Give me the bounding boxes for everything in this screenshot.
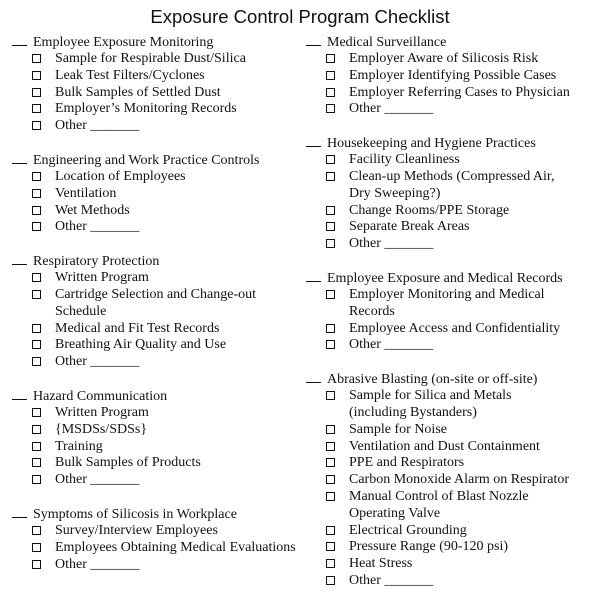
- checklist-item-label: [55, 472, 139, 489]
- item-label-line: Other _______: [55, 118, 140, 134]
- section-heading-text: Abrasive Blasting (on-site or off-site): [327, 372, 538, 388]
- checklist-item-label: [55, 186, 116, 203]
- checklist-item-label: [349, 152, 460, 169]
- checklist-item[interactable]: [326, 101, 596, 118]
- checklist-item-label: [349, 337, 433, 354]
- item-label-line: Clean-up Methods (Compressed Air,: [349, 168, 555, 184]
- item-label-line: Cartridge Selection and Change-out: [55, 286, 256, 302]
- section-housekeeping-and-hygiene-practices: [306, 135, 596, 253]
- checklist-item-label: [55, 270, 149, 287]
- checklist-item-label: [55, 422, 147, 439]
- item-label-line: Bulk Samples of Settled Dust: [55, 84, 221, 100]
- checkbox-icon[interactable]: [32, 104, 41, 113]
- item-label-line: Manual Control of Blast Nozzle: [349, 488, 529, 504]
- checklist-item-label: [55, 439, 103, 456]
- checkbox-icon[interactable]: [32, 526, 41, 535]
- checklist-items: [326, 152, 596, 253]
- checklist-items: [32, 523, 302, 573]
- item-label-line: Bulk Samples of Products: [55, 455, 201, 471]
- checklist-item[interactable]: [32, 337, 302, 354]
- checkbox-icon[interactable]: [32, 408, 41, 417]
- item-label-line: Employees Obtaining Medical Evaluations: [55, 539, 296, 555]
- item-label-line: Employer’s Monitoring Records: [55, 101, 237, 117]
- checklist-item-label: [349, 169, 555, 203]
- item-label-line: Sample for Silica and Metals: [349, 388, 512, 404]
- checklist-item-label: [349, 455, 464, 472]
- checklist-item[interactable]: [32, 68, 302, 85]
- checkbox-icon[interactable]: [326, 172, 335, 181]
- item-label-line: Breathing Air Quality and Use: [55, 337, 227, 353]
- checklist-item-label: [349, 85, 570, 102]
- checklist-item-label: [349, 556, 412, 573]
- item-label-line: Other _______: [349, 337, 434, 353]
- checklist-item-label: [349, 219, 470, 236]
- checklist-item[interactable]: [326, 219, 596, 236]
- checkbox-icon[interactable]: [32, 543, 41, 552]
- checkbox-icon[interactable]: [32, 458, 41, 467]
- checklist-item[interactable]: [32, 405, 302, 422]
- section-heading: [306, 270, 596, 287]
- checkbox-icon[interactable]: [32, 273, 41, 282]
- checklist-item[interactable]: [32, 51, 302, 68]
- checklist-item[interactable]: [326, 169, 596, 203]
- item-label-line: Other _______: [349, 101, 434, 117]
- section-check-blank[interactable]: [12, 152, 27, 164]
- item-label-line: Pressure Range (90-120 psi): [349, 539, 509, 555]
- section-heading: [12, 152, 302, 169]
- checkbox-icon[interactable]: [32, 475, 41, 484]
- checklist-item-label: [55, 557, 139, 574]
- checkbox-icon[interactable]: [326, 391, 335, 400]
- section-check-blank[interactable]: [12, 506, 27, 518]
- checkbox-icon[interactable]: [326, 542, 335, 551]
- section-check-blank[interactable]: [306, 34, 321, 46]
- checklist-items: [326, 388, 596, 590]
- item-label-line: Employer Identifying Possible Cases: [349, 67, 557, 83]
- section-heading-text: Employee Exposure and Medical Records: [327, 270, 563, 286]
- checklist-item-label: [349, 439, 540, 456]
- item-label-line: Employer Aware of Silicosis Risk: [349, 51, 539, 66]
- item-label-line: Written Program: [55, 270, 149, 286]
- checklist-item-label: [349, 321, 560, 338]
- checklist-item[interactable]: [326, 439, 596, 456]
- section-check-blank[interactable]: [306, 371, 321, 383]
- checklist-item[interactable]: [32, 287, 302, 321]
- item-label-line: Employer Referring Cases to Physician: [349, 84, 570, 100]
- section-heading: [12, 506, 302, 523]
- section-heading: [12, 34, 302, 51]
- item-label-line-2: Records: [349, 303, 395, 319]
- item-label-line: Ventilation and Dust Containment: [349, 438, 540, 454]
- item-label-line: Other _______: [55, 472, 140, 488]
- checklist-item-label: [55, 118, 139, 135]
- section-heading: [12, 388, 302, 405]
- section-heading: [12, 253, 302, 270]
- checklist-item-label: [55, 68, 205, 85]
- checkbox-icon[interactable]: [326, 239, 335, 248]
- item-label-line: PPE and Respirators: [349, 455, 465, 471]
- checklist-item-label: [55, 203, 130, 220]
- item-label-line-2: Dry Sweeping?): [349, 185, 441, 201]
- item-label-line: Written Program: [55, 404, 149, 420]
- checklist-items: [32, 51, 302, 135]
- checklist-item[interactable]: [32, 270, 302, 287]
- section-hazard-communication: [12, 388, 302, 489]
- checkbox-icon[interactable]: [326, 576, 335, 585]
- checklist-item[interactable]: [326, 489, 596, 523]
- checklist-item-label: [55, 219, 139, 236]
- item-label-line: Other _______: [349, 236, 434, 252]
- checkbox-icon[interactable]: [326, 88, 335, 97]
- checkbox-icon[interactable]: [326, 340, 335, 349]
- checklist-item[interactable]: [32, 422, 302, 439]
- right-column: [306, 34, 596, 590]
- checklist-item-label: [55, 51, 246, 68]
- item-label-line: Change Rooms/PPE Storage: [349, 202, 510, 218]
- section-employee-exposure-and-medical-records: [306, 270, 596, 354]
- checklist-item-label: [349, 523, 467, 540]
- checkbox-icon[interactable]: [32, 222, 41, 231]
- checkbox-icon[interactable]: [32, 425, 41, 434]
- checklist-item-label: [55, 101, 237, 118]
- checkbox-icon[interactable]: [326, 71, 335, 80]
- checklist-item-label: [55, 85, 221, 102]
- item-label-line: Sample for Respirable Dust/Silica: [55, 51, 246, 66]
- checklist-item-label: [55, 354, 139, 371]
- checkbox-icon[interactable]: [32, 189, 41, 198]
- checklist-item-label: [55, 337, 226, 354]
- checklist-item-label: [349, 489, 529, 523]
- checkbox-icon[interactable]: [32, 121, 41, 130]
- item-label-line-2: Operating Valve: [349, 505, 441, 521]
- checklist-item-label: [349, 68, 556, 85]
- checkbox-icon[interactable]: [326, 290, 335, 299]
- checkbox-icon[interactable]: [32, 442, 41, 451]
- checklist-items: [326, 287, 596, 354]
- checkbox-icon[interactable]: [326, 222, 335, 231]
- checkbox-icon[interactable]: [326, 559, 335, 568]
- checkbox-icon[interactable]: [32, 54, 41, 63]
- item-label-line: Other _______: [349, 572, 434, 588]
- section-check-blank[interactable]: [306, 270, 321, 282]
- section-heading: [306, 371, 596, 388]
- checklist-item[interactable]: [326, 85, 596, 102]
- checklist-item[interactable]: [32, 219, 302, 236]
- section-check-blank[interactable]: [306, 135, 321, 147]
- section-heading-text: Engineering and Work Practice Controls: [33, 152, 260, 168]
- checklist-item[interactable]: [32, 186, 302, 203]
- checkbox-icon[interactable]: [326, 104, 335, 113]
- checklist-item[interactable]: [326, 455, 596, 472]
- item-label-line: Separate Break Areas: [349, 219, 470, 235]
- item-label-line: Facility Cleanliness: [349, 152, 460, 168]
- checkbox-icon[interactable]: [32, 206, 41, 215]
- section-engineering-and-work-practice-controls: [12, 152, 302, 236]
- checklist-item[interactable]: [32, 439, 302, 456]
- item-label-line: Heat Stress: [349, 556, 413, 572]
- checklist-item-label: [55, 405, 149, 422]
- checklist-item[interactable]: [326, 388, 596, 422]
- checklist-item-label: [349, 51, 538, 68]
- checklist-item[interactable]: [326, 337, 596, 354]
- checklist-item[interactable]: [326, 152, 596, 169]
- checklist-item[interactable]: [32, 557, 302, 574]
- section-check-blank[interactable]: [12, 388, 27, 400]
- item-label-line: Location of Employees: [55, 168, 186, 184]
- checklist-item[interactable]: [326, 573, 596, 590]
- checklist-item-label: [55, 455, 201, 472]
- item-label-line: Employer Monitoring and Medical: [349, 286, 545, 302]
- checklist-item[interactable]: [326, 203, 596, 220]
- checklist-item-label: [349, 472, 569, 489]
- checklist-item[interactable]: [32, 101, 302, 118]
- checklist-item-label: [55, 321, 219, 338]
- checkbox-icon[interactable]: [32, 172, 41, 181]
- checkbox-icon[interactable]: [326, 54, 335, 63]
- section-heading-text: Medical Surveillance: [327, 35, 447, 50]
- checkbox-icon[interactable]: [32, 88, 41, 97]
- checklist-item[interactable]: [326, 539, 596, 556]
- section-heading-text: Symptoms of Silicosis in Workplace: [33, 506, 237, 522]
- section-heading: [306, 34, 596, 51]
- checklist-item[interactable]: [32, 321, 302, 338]
- checkbox-icon[interactable]: [326, 425, 335, 434]
- checklist-item[interactable]: [326, 422, 596, 439]
- checkbox-icon[interactable]: [326, 458, 335, 467]
- checkbox-icon[interactable]: [326, 475, 335, 484]
- section-check-blank[interactable]: [12, 34, 27, 46]
- checklist-items: [32, 270, 302, 371]
- section-heading-text: Employee Exposure Monitoring: [33, 35, 214, 50]
- checkbox-icon[interactable]: [32, 71, 41, 80]
- item-label-line: {MSDSs/SDSs}: [55, 421, 148, 437]
- item-label-line: Other _______: [55, 354, 140, 370]
- checklist-item[interactable]: [326, 236, 596, 253]
- item-label-line: Employee Access and Confidentiality: [349, 320, 561, 336]
- checklist-item[interactable]: [326, 556, 596, 573]
- checklist-item[interactable]: [326, 523, 596, 540]
- checklist-item[interactable]: [32, 354, 302, 371]
- checklist-item-label: [349, 539, 508, 556]
- checklist-item-label: [349, 388, 512, 422]
- section-symptoms-of-silicosis-in-workplace: [12, 506, 302, 573]
- section-check-blank[interactable]: [12, 253, 27, 265]
- checkbox-icon[interactable]: [326, 206, 335, 215]
- checklist-item-label: [349, 203, 509, 220]
- checklist-item-label: [55, 540, 296, 557]
- item-label-line: Sample for Noise: [349, 421, 447, 437]
- checklist-item-label: [55, 523, 218, 540]
- item-label-line-2: (including Bystanders): [349, 404, 477, 420]
- section-employee-exposure-monitoring: [12, 34, 302, 135]
- section-abrasive-blasting-on-site-or-off-site: [306, 371, 596, 590]
- item-label-line: Survey/Interview Employees: [55, 522, 218, 538]
- section-respiratory-protection: [12, 253, 302, 371]
- checklist-item-label: [349, 422, 447, 439]
- checklist-item-label: [349, 101, 433, 118]
- checklist-item-label: [349, 573, 433, 590]
- left-column: [12, 34, 302, 573]
- section-heading-text: Housekeeping and Hygiene Practices: [327, 136, 536, 152]
- checkbox-icon[interactable]: [32, 324, 41, 333]
- checkbox-icon[interactable]: [326, 492, 335, 501]
- checklist-item-label: [349, 236, 433, 253]
- checklist-items: [32, 405, 302, 489]
- item-label-line: Ventilation: [55, 185, 117, 201]
- item-label-line: Medical and Fit Test Records: [55, 320, 220, 336]
- item-label-line: Carbon Monoxide Alarm on Respirator: [349, 472, 570, 488]
- section-heading: [306, 135, 596, 152]
- checklist-item[interactable]: [326, 321, 596, 338]
- checklist-item[interactable]: [32, 85, 302, 102]
- item-label-line: Training: [55, 438, 103, 454]
- checkbox-icon[interactable]: [32, 560, 41, 569]
- page-title: Exposure Control Program Checklist: [150, 6, 450, 27]
- checklist-item[interactable]: [32, 472, 302, 489]
- checklist-item[interactable]: [32, 203, 302, 220]
- item-label-line: Other _______: [55, 556, 140, 572]
- checklist-item-label: [349, 287, 545, 321]
- section-medical-surveillance: [306, 34, 596, 118]
- checklist-item[interactable]: [32, 523, 302, 540]
- checklist-item[interactable]: [32, 540, 302, 557]
- checkbox-icon[interactable]: [32, 357, 41, 366]
- checklist-item[interactable]: [32, 455, 302, 472]
- checklist-item[interactable]: [326, 68, 596, 85]
- checklist-items: [326, 51, 596, 118]
- checklist-item[interactable]: [326, 51, 596, 68]
- checklist-item[interactable]: [326, 472, 596, 489]
- checkbox-icon[interactable]: [326, 442, 335, 451]
- checklist-item[interactable]: [32, 169, 302, 186]
- checkbox-icon[interactable]: [32, 290, 41, 299]
- checklist-item[interactable]: [326, 287, 596, 321]
- checkbox-icon[interactable]: [326, 324, 335, 333]
- checklist-item-label: [55, 287, 256, 321]
- checkbox-icon[interactable]: [326, 155, 335, 164]
- checklist-item[interactable]: [32, 118, 302, 135]
- checklist-item-label: [55, 169, 186, 186]
- section-heading-text: Respiratory Protection: [33, 254, 160, 270]
- checkbox-icon[interactable]: [32, 340, 41, 349]
- checklist-items: [32, 169, 302, 236]
- item-label-line: Leak Test Filters/Cyclones: [55, 67, 205, 83]
- item-label-line: Wet Methods: [55, 202, 130, 218]
- item-label-line-2: Schedule: [55, 303, 107, 319]
- checkbox-icon[interactable]: [326, 526, 335, 535]
- item-label-line: Other _______: [55, 219, 140, 235]
- item-label-line: Electrical Grounding: [349, 522, 467, 538]
- section-heading-text: Hazard Communication: [33, 388, 168, 404]
